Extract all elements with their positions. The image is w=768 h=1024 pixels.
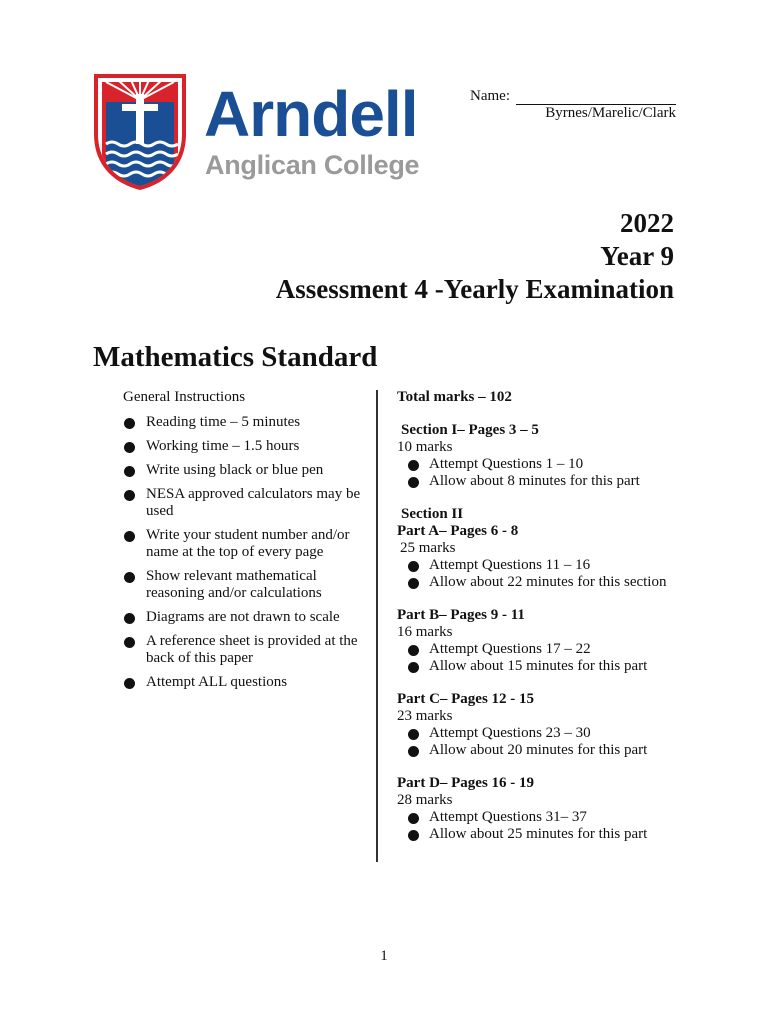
list-item: Attempt Questions 31– 37 <box>397 809 697 826</box>
exam-structure <box>397 389 697 843</box>
bullet-icon <box>124 572 135 583</box>
bullet-icon <box>408 578 419 589</box>
part-b <box>397 607 697 675</box>
bullet-icon <box>124 613 135 624</box>
list-item: Working time – 1.5 hours <box>123 438 363 455</box>
list-item: Attempt Questions 17 – 22 <box>397 641 697 658</box>
part-b-heading: Part B– Pages 9 - 11 <box>397 607 525 623</box>
list-item: Attempt Questions 11 – 16 <box>397 557 697 574</box>
bullet-icon <box>124 442 135 453</box>
list-item: Allow about 22 minutes for this section <box>397 574 697 591</box>
college-logo <box>92 72 442 192</box>
instruction-list <box>123 414 363 691</box>
list-item: Reading time – 5 minutes <box>123 414 363 431</box>
exam-grade: Year 9 <box>600 241 674 271</box>
list-item: Attempt Questions 23 – 30 <box>397 725 697 742</box>
bullet-icon <box>408 729 419 740</box>
crest-icon <box>92 72 188 190</box>
list-item: Show relevant mathematical reasoning and/or calculations <box>123 568 363 602</box>
section-1 <box>397 422 697 490</box>
list-item: A reference sheet is provided at the back of this paper <box>123 633 363 667</box>
bullet-icon <box>124 466 135 477</box>
part-a-list <box>397 557 697 591</box>
name-label: Name: <box>470 88 510 104</box>
list-item: Attempt ALL questions <box>123 674 363 691</box>
total-marks: Total marks – 102 <box>397 389 512 405</box>
list-item: Diagrams are not drawn to scale <box>123 609 363 626</box>
brand-name: Arndell <box>204 78 418 150</box>
bullet-icon <box>408 477 419 488</box>
bullet-icon <box>408 746 419 757</box>
bullet-icon <box>408 662 419 673</box>
bullet-icon <box>408 561 419 572</box>
list-item: Attempt Questions 1 – 10 <box>397 456 697 473</box>
name-row <box>470 88 676 105</box>
part-b-marks: 16 marks <box>397 624 453 640</box>
list-item: Allow about 20 minutes for this part <box>397 742 697 759</box>
list-item: NESA approved calculators may be used <box>123 486 363 520</box>
part-d-heading: Part D– Pages 16 - 19 <box>397 775 535 791</box>
name-field[interactable] <box>516 90 676 105</box>
subject-title: Mathematics Standard <box>93 341 378 373</box>
list-item: Write using black or blue pen <box>123 462 363 479</box>
part-a-heading: Part A– Pages 6 - 8 <box>397 523 519 539</box>
bullet-icon <box>124 678 135 689</box>
list-item: Allow about 25 minutes for this part <box>397 826 697 843</box>
part-c-marks: 23 marks <box>397 708 453 724</box>
exam-titles <box>276 207 674 306</box>
column-divider <box>376 390 378 862</box>
part-b-list <box>397 641 697 675</box>
bullet-icon <box>124 531 135 542</box>
list-item: Write your student number and/or name at the top of every page <box>123 527 363 561</box>
part-d-list <box>397 809 697 843</box>
bullet-icon <box>124 637 135 648</box>
section-2-heading: Section II <box>401 506 464 522</box>
bullet-icon <box>408 645 419 656</box>
bullet-icon <box>124 490 135 501</box>
teacher-names: Byrnes/Marelic/Clark <box>545 105 676 121</box>
exam-assessment: Assessment 4 -Yearly Examination <box>275 274 674 304</box>
part-d-marks: 28 marks <box>397 792 453 808</box>
name-block <box>470 88 676 122</box>
page-number: 1 <box>380 948 388 964</box>
part-c <box>397 691 697 759</box>
section-1-heading: Section I– Pages 3 – 5 <box>401 422 539 438</box>
list-item: Allow about 15 minutes for this part <box>397 658 697 675</box>
brand-subtitle: Anglican College <box>205 150 420 180</box>
part-c-list <box>397 725 697 759</box>
bullet-icon <box>124 418 135 429</box>
general-instructions-heading: General Instructions <box>123 389 246 405</box>
section-1-marks: 10 marks <box>397 439 453 455</box>
part-c-heading: Part C– Pages 12 - 15 <box>397 691 535 707</box>
exam-year: 2022 <box>620 208 674 238</box>
section-2 <box>397 506 697 591</box>
bullet-icon <box>408 460 419 471</box>
bullet-icon <box>408 830 419 841</box>
bullet-icon <box>408 813 419 824</box>
part-a-marks: 25 marks <box>400 540 456 556</box>
section-1-list <box>397 456 697 490</box>
general-instructions <box>123 389 363 698</box>
list-item: Allow about 8 minutes for this part <box>397 473 697 490</box>
part-d <box>397 775 697 843</box>
